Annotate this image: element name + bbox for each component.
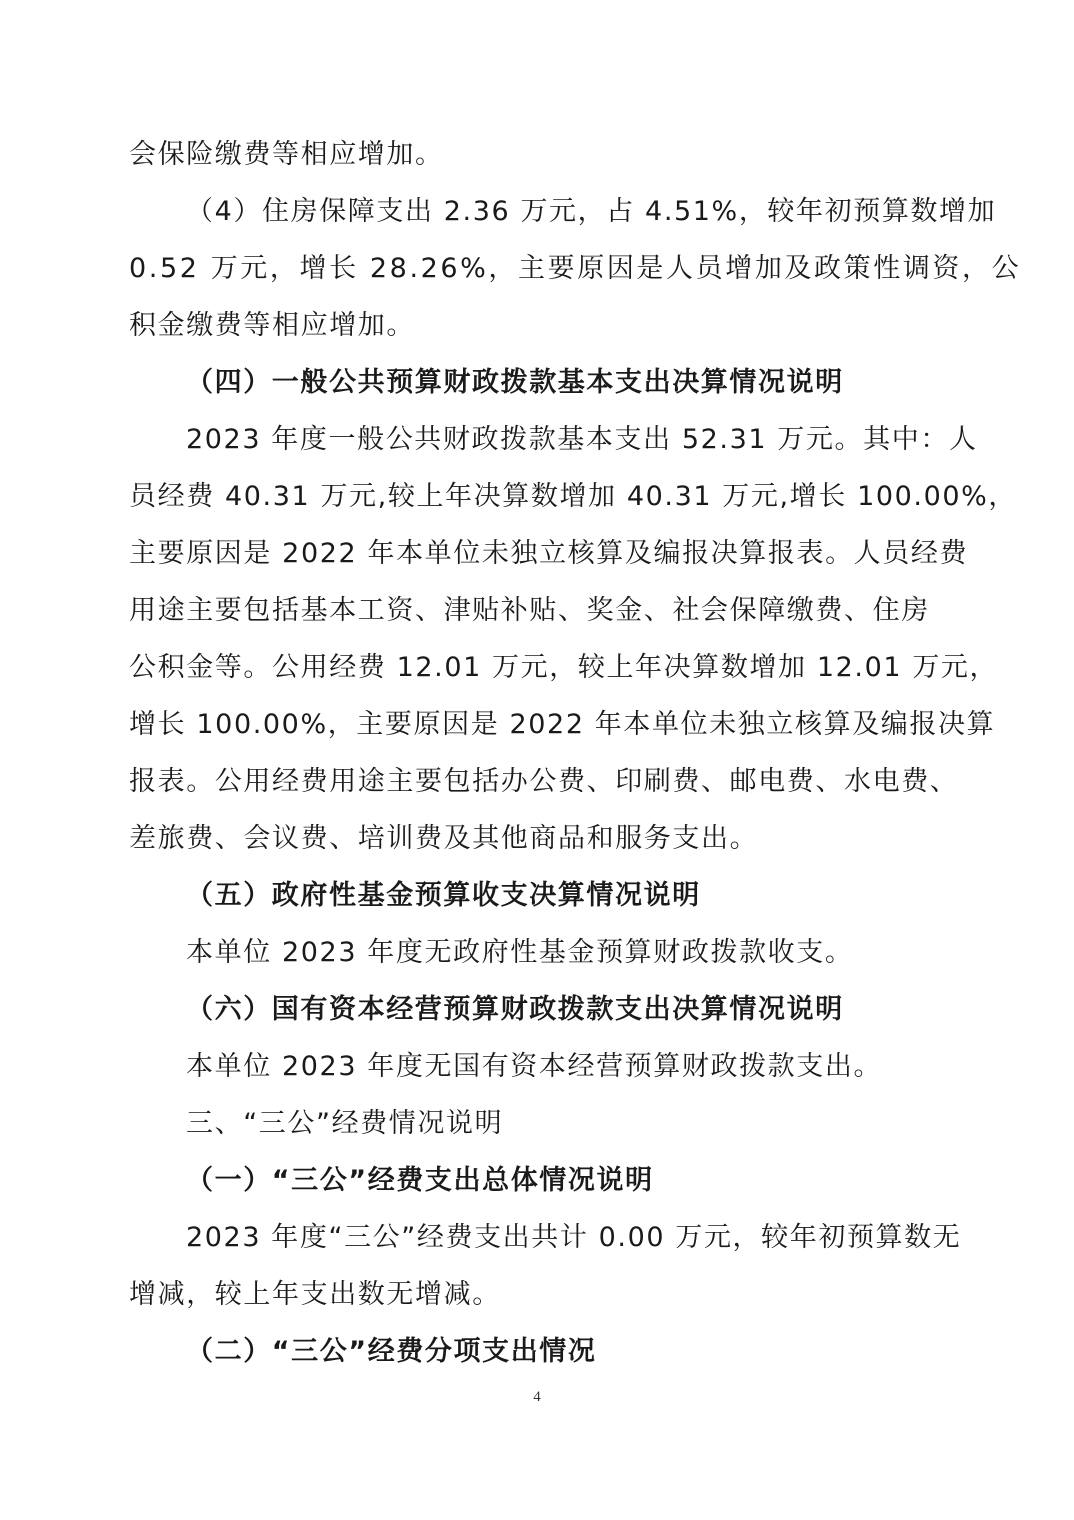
paragraph-line: 公积金等。公用经费 12.01 万元，较上年决算数增加 12.01 万元， [129,652,999,683]
paragraph-line: 2023 年度“三公”经费支出共计 0.00 万元，较年初预算数无 [186,1222,962,1253]
section-heading: （四）一般公共预算财政拨款基本支出决算情况说明 [186,367,844,398]
paragraph-line: 差旅费、会议费、培训费及其他商品和服务支出。 [129,823,759,854]
paragraph-line: 员经费 40.31 万元,较上年决算数增加 40.31 万元,增长 100.00%， [129,481,1017,512]
paragraph-line: 主要原因是 2022 年本单位未独立核算及编报决算报表。人员经费 [129,538,969,569]
section-heading: （五）政府性基金预算收支决算情况说明 [186,880,701,911]
paragraph-line: 2023 年度一般公共财政拨款基本支出 52.31 万元。其中：人 [186,424,978,455]
paragraph-line: （4）住房保障支出 2.36 万元，占 4.51%，较年初预算数增加 [186,196,997,227]
paragraph-line: 增长 100.00%，主要原因是 2022 年本单位未独立核算及编报决算 [129,709,996,740]
paragraph-line: 本单位 2023 年度无国有资本经营预算财政拨款支出。 [186,1051,883,1082]
paragraph-line: 会保险缴费等相应增加。 [129,139,444,170]
paragraph-line: 0.52 万元，增长 28.26%，主要原因是人员增加及政策性调资，公 [129,253,1022,284]
chapter-heading: 三、“三公”经费情况说明 [186,1108,504,1139]
section-heading: （一）“三公”经费支出总体情况说明 [186,1165,654,1196]
paragraph-line: 本单位 2023 年度无政府性基金预算财政拨款收支。 [186,937,854,968]
paragraph-line: 用途主要包括基本工资、津贴补贴、奖金、社会保障缴费、住房 [129,595,930,626]
section-heading: （二）“三公”经费分项支出情况 [186,1336,597,1367]
paragraph-line: 积金缴费等相应增加。 [129,310,415,341]
page-number: 4 [533,1389,541,1405]
section-heading: （六）国有资本经营预算财政拨款支出决算情况说明 [186,994,844,1025]
paragraph-line: 报表。公用经费用途主要包括办公费、印刷费、邮电费、水电费、 [129,766,959,797]
paragraph-line: 增减，较上年支出数无增减。 [129,1279,501,1310]
